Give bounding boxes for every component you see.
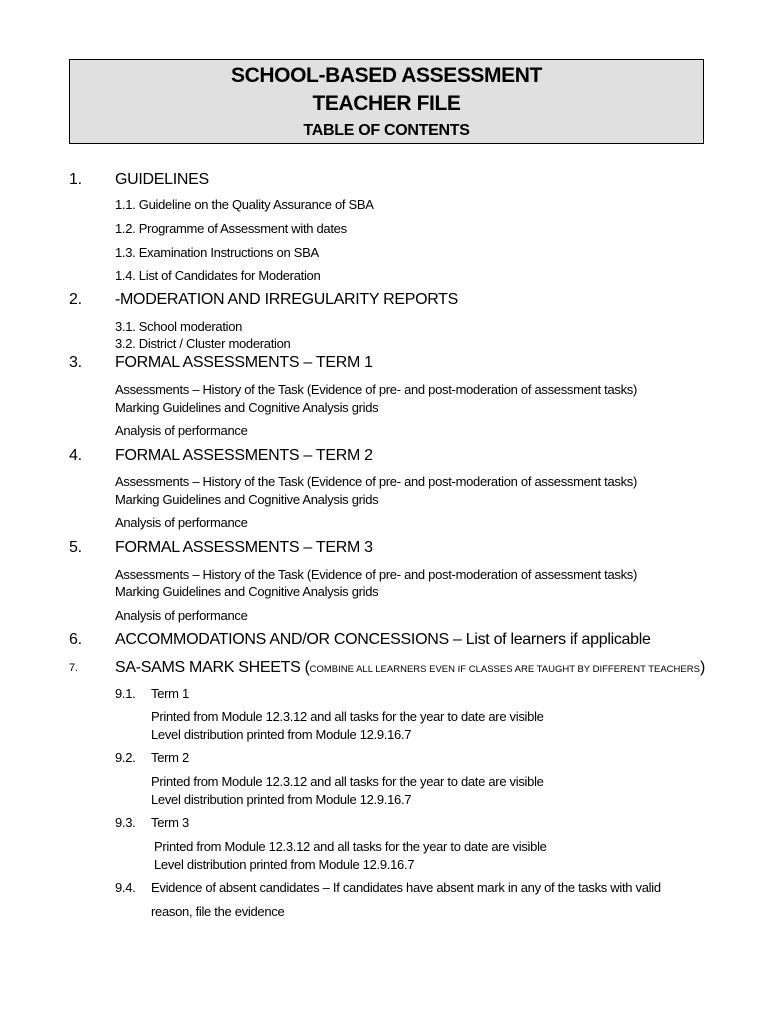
list-item: Marking Guidelines and Cognitive Analysis grids bbox=[115, 492, 379, 507]
section-title-term3: FORMAL ASSESSMENTS – TERM 3 bbox=[115, 539, 373, 556]
list-item: Analysis of performance bbox=[115, 515, 248, 530]
list-item: Printed from Module 12.3.12 and all tasks for the year to date are visible bbox=[154, 839, 547, 854]
list-item: Printed from Module 12.3.12 and all tasks for the year to date are visible bbox=[151, 709, 544, 724]
list-item: Printed from Module 12.3.12 and all tasks for the year to date are visible bbox=[151, 774, 544, 789]
list-item: Level distribution printed from Module 12.9.16.7 bbox=[154, 857, 415, 872]
list-item: Term 2 bbox=[151, 750, 189, 765]
section-title-guidelines: GUIDELINES bbox=[115, 171, 209, 188]
section-number: 6. bbox=[69, 631, 82, 648]
list-item: Level distribution printed from Module 12.9.16.7 bbox=[151, 792, 412, 807]
list-item-number: 9.2. bbox=[115, 750, 136, 765]
list-item: Marking Guidelines and Cognitive Analysis grids bbox=[115, 584, 379, 599]
toc-heading: TABLE OF CONTENTS bbox=[303, 122, 470, 139]
list-item: Analysis of performance bbox=[115, 608, 248, 623]
document-subtitle: TEACHER FILE bbox=[312, 92, 461, 115]
list-item: Level distribution printed from Module 12.9.16.7 bbox=[151, 727, 412, 742]
list-item: 1.2. Programme of Assessment with dates bbox=[115, 221, 347, 236]
section-title-close: ) bbox=[699, 659, 705, 676]
list-item: Term 3 bbox=[151, 815, 189, 830]
list-item-number: 9.3. bbox=[115, 815, 136, 830]
section-title-term2: FORMAL ASSESSMENTS – TERM 2 bbox=[115, 447, 373, 464]
list-item: Assessments – History of the Task (Evidence of pre- and post-moderation of assessment tasks) bbox=[115, 474, 638, 489]
list-item: 3.1. School moderation bbox=[115, 319, 243, 334]
section-number: 5. bbox=[69, 539, 82, 556]
list-item: 1.1. Guideline on the Quality Assurance of SBA bbox=[115, 197, 374, 212]
section-title-sa-sams bbox=[115, 659, 705, 677]
list-item: Assessments – History of the Task (Evidence of pre- and post-moderation of assessment tasks) bbox=[115, 382, 638, 397]
list-item: Marking Guidelines and Cognitive Analysis grids bbox=[115, 400, 379, 415]
section-title-note: COMBINE ALL LEARNERS EVEN IF CLASSES ARE TAUGHT BY DIFFERENT TEACHERS bbox=[309, 664, 700, 675]
document-title: SCHOOL-BASED ASSESSMENT bbox=[231, 64, 542, 87]
list-item: reason, file the evidence bbox=[151, 904, 285, 919]
section-number: 1. bbox=[69, 171, 82, 188]
section-title-term1: FORMAL ASSESSMENTS – TERM 1 bbox=[115, 354, 373, 371]
list-item: 1.3. Examination Instructions on SBA bbox=[115, 245, 319, 260]
section-number: 3. bbox=[69, 354, 82, 371]
section-number: 4. bbox=[69, 447, 82, 464]
section-title-moderation: -MODERATION AND IRREGULARITY REPORTS bbox=[115, 291, 459, 308]
list-item: Assessments – History of the Task (Evidence of pre- and post-moderation of assessment tasks) bbox=[115, 567, 638, 582]
section-number: 2. bbox=[69, 291, 82, 308]
list-item-number: 9.1. bbox=[115, 686, 136, 701]
list-item-number: 9.4. bbox=[115, 880, 136, 895]
list-item: Analysis of performance bbox=[115, 423, 248, 438]
list-item: 3.2. District / Cluster moderation bbox=[115, 336, 291, 351]
list-item: 1.4. List of Candidates for Moderation bbox=[115, 268, 321, 283]
list-item: Term 1 bbox=[151, 686, 189, 701]
list-item: Evidence of absent candidates – If candidates have absent mark in any of the tasks with valid bbox=[151, 880, 661, 895]
section-title-accommodations: ACCOMMODATIONS AND/OR CONCESSIONS – List of learners if applicable bbox=[115, 631, 651, 648]
title-box bbox=[69, 59, 704, 144]
section-title-text: SA-SAMS MARK SHEETS ( bbox=[115, 659, 310, 676]
section-number: 7. bbox=[69, 662, 78, 674]
